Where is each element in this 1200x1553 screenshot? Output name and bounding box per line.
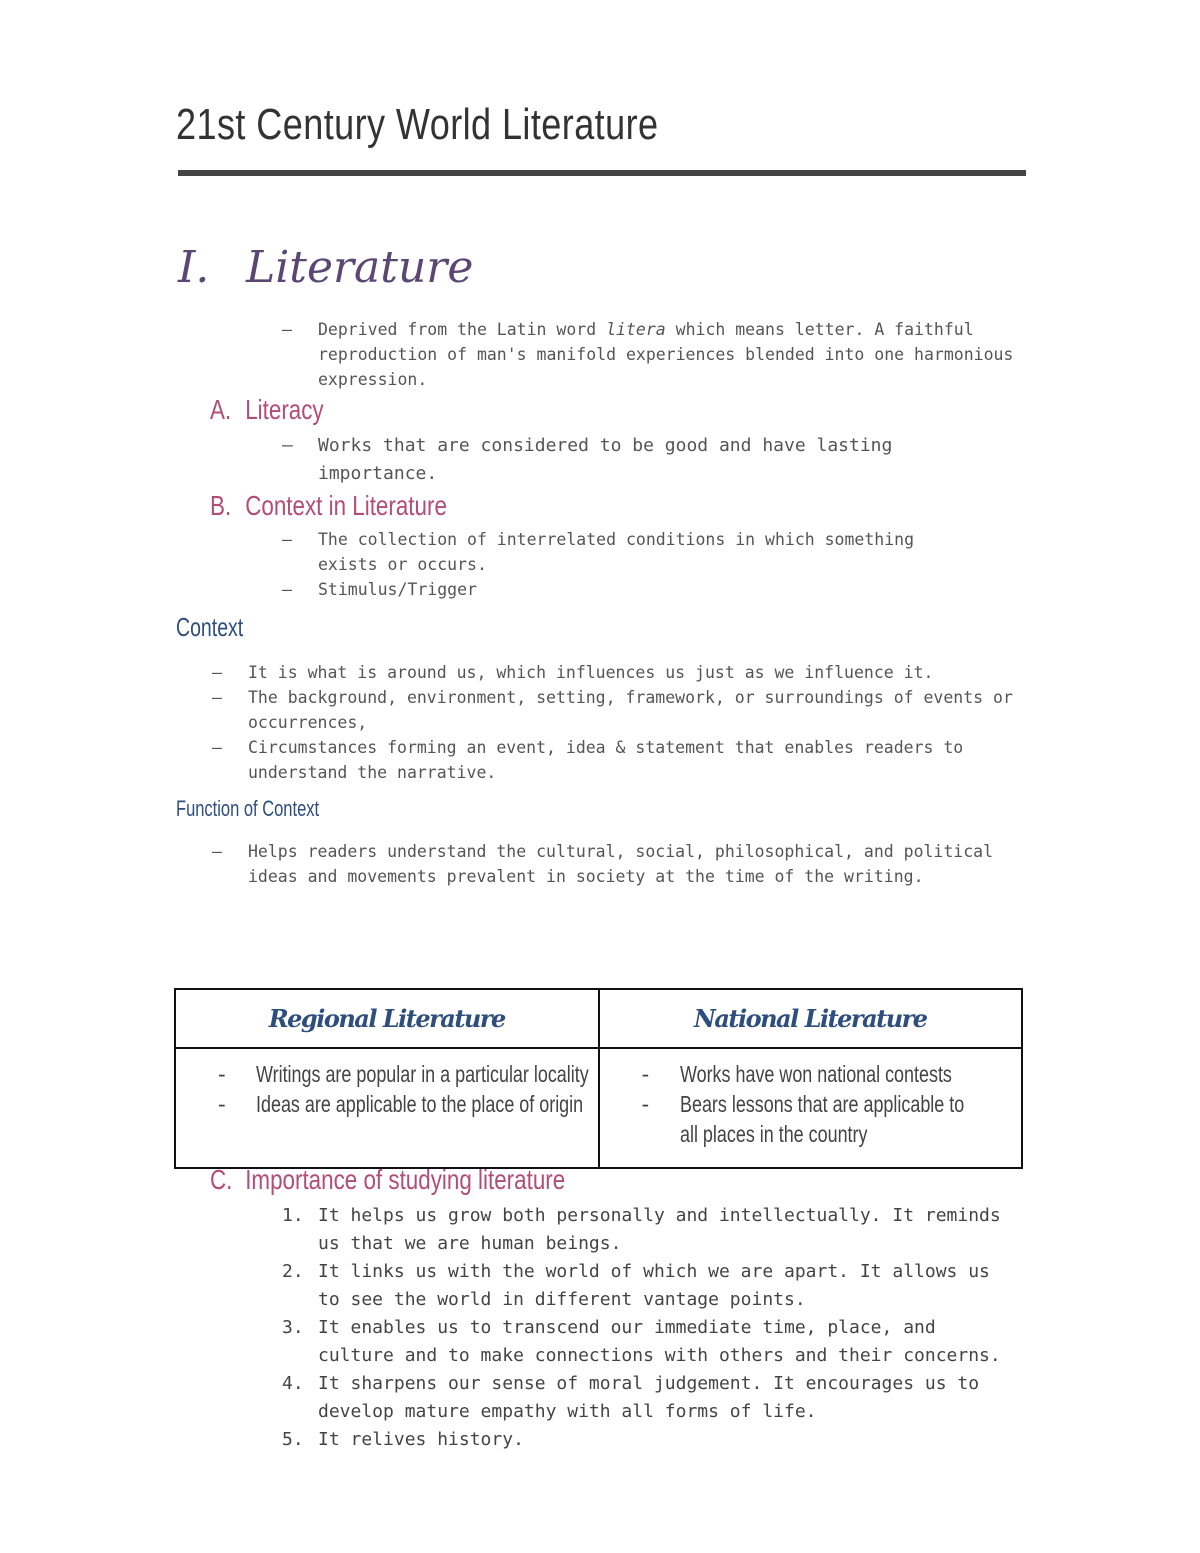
list-item: - Ideas are applicable to the place of origin (218, 1089, 588, 1119)
literacy-list (282, 432, 972, 488)
subheading-context-in-literature: B. Context in Literature (210, 490, 447, 521)
literature-definition-list (282, 317, 1022, 392)
list-item: – Circumstances forming an event, idea & statement that enables readers to understand the narrative. (212, 735, 1022, 785)
subheading-literacy: A. Literacy (210, 394, 324, 425)
title-divider (178, 170, 1026, 176)
literature-comparison-table (174, 988, 1023, 1169)
list-item: - Bears lessons that are applicable to all places in the country (642, 1089, 1012, 1149)
context-in-literature-list (282, 527, 982, 602)
importance-list (282, 1202, 1022, 1454)
list-item: – Deprived from the Latin word litera which means letter. A faithful reproduction of man's manifold experiences blended into one harmonious expression. (282, 317, 1022, 392)
list-item: – Stimulus/Trigger (282, 577, 982, 602)
list-item: 2. It links us with the world of which we are apart. It allows us to see the world in different vantage points. (282, 1261, 990, 1310)
list-item: - Writings are popular in a particular locality (218, 1059, 588, 1089)
list-item: – The collection of interrelated conditions in which something exists or occurs. (282, 527, 982, 577)
regional-literature-cell (175, 1048, 599, 1168)
list-item: - Works have won national contests (642, 1059, 1012, 1089)
section-number: I. (178, 242, 210, 293)
list-item: 4. It sharpens our sense of moral judgement. It encourages us to develop mature empathy with all forms of life. (282, 1373, 980, 1422)
national-literature-header: National Literature (599, 989, 1023, 1048)
list-item: – Helps readers understand the cultural, social, philosophical, and political ideas and movements prevalent in society at the time of the writing. (212, 839, 1002, 889)
list-item: – The background, environment, setting, framework, or surroundings of events or occurrences, (212, 685, 1022, 735)
document-title: 21st Century World Literature (176, 100, 659, 149)
regional-literature-header: Regional Literature (175, 989, 599, 1048)
function-of-context-list (212, 839, 1002, 889)
section-heading-literature (178, 242, 473, 293)
list-item: 5. It relives history. (282, 1429, 524, 1450)
subheading-importance: C. Importance of studying literature (210, 1164, 566, 1195)
section-title: Literature (246, 242, 474, 293)
context-list (212, 660, 1022, 785)
heading-context: Context (176, 612, 244, 642)
national-literature-cell (599, 1048, 1023, 1168)
list-item: – It is what is around us, which influences us just as we influence it. (212, 660, 1022, 685)
list-item: 1. It helps us grow both personally and intellectually. It reminds us that we are human beings. (282, 1205, 1001, 1254)
list-item: 3. It enables us to transcend our immediate time, place, and culture and to make connections with others and their concerns. (282, 1317, 1001, 1366)
heading-function-of-context: Function of Context (176, 796, 320, 821)
list-item: – Works that are considered to be good and have lasting importance. (282, 432, 972, 488)
